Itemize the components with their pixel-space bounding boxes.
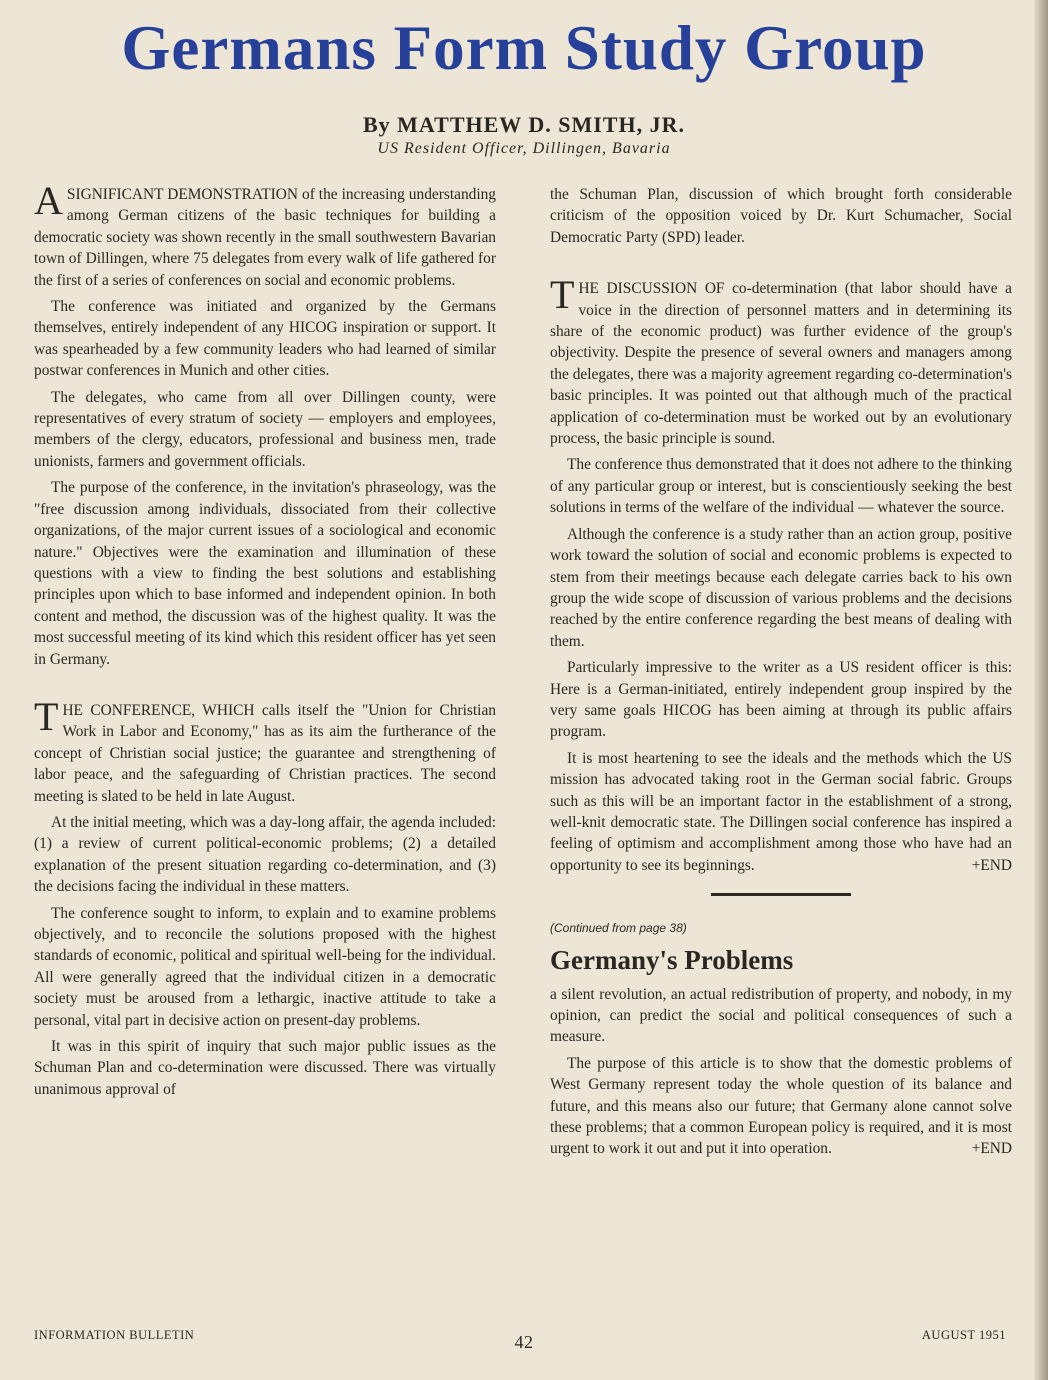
- paragraph: The delegates, who came from all over Dillingen county, were representatives of every stratum of society — employers and employees, members of the clergy, educators, professional and business men, trade unionists, farmers and government officials.: [34, 388, 496, 470]
- article-title: Germans Form Study Group: [121, 13, 927, 83]
- paragraph: At the initial meeting, which was a day-long affair, the agenda included: (1) a review of current political-economic problems; (2) a detailed explanation of the present situation regarding co-determination, and (3) the decisions facing the individual in these matters.: [34, 813, 496, 896]
- drop-cap: T: [34, 693, 59, 739]
- end-mark: +END: [971, 1140, 1012, 1158]
- paragraph: The purpose of this article is to show that the domestic problems of West Germany represent today the whole question of its balance and future, and this means also our future; that Germany alone cannot solve these problems; that a common European policy is required, and it is most urgent to work it out and put it into operation. +END: [550, 1053, 1012, 1160]
- byline: By MATTHEW D. SMITH, JR.: [362, 112, 686, 137]
- paragraph: Although the conference is a study rather than an action group, positive work toward the solution of social and economic problems is expected to stem from their meetings because each delegate carries back to his own group the wide scope of discussion of various problems and the decisions reached by the entire conference regarding the best means of dealing with them.: [550, 525, 1012, 650]
- page-edge-shadow: [1034, 0, 1048, 1380]
- paragraph: It is most heartening to see the ideals and the methods which the US mission has advocated taking root in the German social fabric. Groups such as this will be an important factor in the establishment of a strong, well-knit democratic state. The Dillingen social conference has inspired a feeling of optimism and accomplishment among those who have had an opportunity to see its beginnings. +END: [550, 748, 1012, 876]
- continued-note: (Continued from page 38): [550, 921, 687, 936]
- paragraph: The purpose of the conference, in the invitation's phraseology, was the "free discussion among individuals, dissociated from their collective organizations, of the major current issues of a sociological and economic nature." Objectives were the examination and illumination of these questions with a view to finding the best solutions and establishing principles upon which to base informed and independent opinion. In both content and method, the discussion was of the highest quality. It was the most successful meeting of its kind which this resident officer has yet seen in Germany.: [34, 479, 496, 668]
- author-affiliation: US Resident Officer, Dillingen, Bavaria: [377, 140, 671, 157]
- paragraph: It was in this spirit of inquiry that such major public issues as the Schuman Plan and co-determination were discussed. There was virtually unanimous approval of: [34, 1038, 496, 1098]
- drop-cap: A: [34, 178, 63, 223]
- right-column: [550, 184, 1012, 1165]
- paragraph: a silent revolution, an actual redistribution of property, and nobody, in my opinion, can predict the social and political consequences of such a measure.: [550, 985, 1012, 1046]
- footer-date: AUGUST 1951: [921, 1328, 1006, 1342]
- footer-publication: INFORMATION BULLETIN: [34, 1328, 195, 1342]
- paragraph: the Schuman Plan, discussion of which brought forth considerable criticism of the opposition voiced by Dr. Kurt Schumacher, Social Democratic Party (SPD) leader.: [550, 186, 1012, 246]
- left-column: [34, 178, 496, 1105]
- end-mark: +END: [971, 856, 1012, 874]
- subheading: Germany's Problems: [550, 944, 794, 975]
- paragraph: The conference thus demonstrated that it does not adhere to the thinking of any particular group or interest, but is conscientiously seeking the best solutions in terms of the welfare of the individual — whatever the source.: [550, 456, 1012, 517]
- drop-cap: T: [550, 272, 575, 318]
- paragraph: Particularly impressive to the writer as a US resident officer is this: Here is a German-initiated, entirely independent group inspired by the very same goals HICOG has been aiming at through its public affairs program.: [550, 659, 1012, 741]
- paragraph: The conference sought to inform, to explain and to examine problems objectively, and to reconcile the solutions proposed with the highest standards of economic, political and spiritual well-being for the individual. All were generally agreed that the individual citizen in a democratic society must be aroused from a lethargic, inactive attitude to take a personal, vital part in decisive action on present-day problems.: [34, 904, 496, 1029]
- paragraph: ASIGNIFICANT DEMONSTRATION of the increasing understanding among German citizens of the basic techniques for building a democratic society was shown recently in the small southwestern Bavarian town of Dillingen, where 75 delegates from every walk of life gathered for the first of a series of conferences on social and economic problems.: [34, 178, 496, 289]
- paragraph: THE CONFERENCE, WHICH calls itself the "Union for Christian Work in Labor and Economy," has as its aim the furtherance of the concept of Christian social justice; the guarantee and strengthening of labor peace, and the safeguarding of Christian practices. The second meeting is slated to be held in late August.: [34, 693, 496, 805]
- page-number: 42: [514, 1332, 534, 1352]
- paragraph: The conference was initiated and organized by the Germans themselves, entirely independent of any HICOG inspiration or support. It was spearheaded by a few community leaders who had learned of similar postwar conferences in Munich and other cities.: [34, 298, 496, 380]
- paragraph: THE DISCUSSION OF co-determination (that labor should have a voice in the direction of personnel matters and in determining its share of the economic product) was further evidence of the group's objectivity. Despite the presence of several owners and managers among the delegates, there was a majority agreement regarding co-determination's basic principles. It was pointed out that although much of the practical application of co-determination must be worked out by an evolutionary process, the basic principle is sound.: [550, 272, 1012, 448]
- section-divider: [711, 893, 851, 896]
